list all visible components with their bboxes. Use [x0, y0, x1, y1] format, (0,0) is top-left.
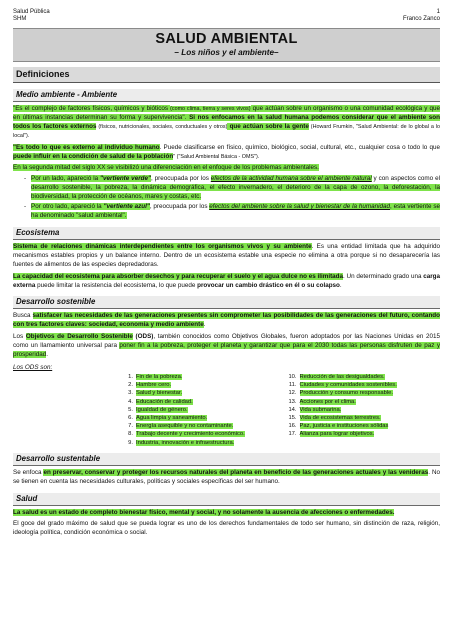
text-span: (ODS) — [132, 333, 154, 341]
text-span: provocar un cambio drástico en él o su colapso — [197, 281, 340, 289]
text-span: satisfacer las necesidades de las generaciones presentes sin comprometer las posibilidades de las generaciones del futuro, contando con tres factores claves: sociedad, economía y medio ambiente — [13, 312, 440, 329]
ods-label: Paz, justicia e instituciones sólidas — [299, 423, 389, 430]
ods-item — [285, 422, 441, 430]
ods-label: Trabajo decente y crecimiento económico. — [136, 431, 245, 438]
ods-item — [285, 398, 441, 406]
text-span: Busca — [13, 312, 33, 320]
ods-number: 9. — [128, 439, 133, 446]
text-span: (físicos, nutricionales, sociales, conductuales y otros) — [96, 123, 228, 130]
ods-item — [121, 439, 277, 447]
text-span: En la segunda mitad del siglo XX se visibilizó una diferenciación en el enfoque de los problemas ambientales. — [13, 164, 319, 172]
subheading-salud: Salud — [13, 493, 440, 506]
text-span: "vertiente azul" — [103, 203, 150, 211]
text-span: y con aspectos como el — [371, 175, 440, 183]
ods-label: Agua limpia y saneamiento. — [136, 414, 208, 421]
paragraph-sost-2 — [13, 333, 440, 360]
header-left — [13, 9, 50, 23]
ods-number: 2. — [128, 382, 133, 389]
text-span: "vertiente verde" — [100, 175, 151, 183]
text-span: Por otro lado, apareció la — [31, 203, 104, 211]
text-span: , preocupada por los — [150, 175, 211, 183]
text-span: . No se tienen en cuenta las necesidades culturales, políticas y sociales específicas del ser humano. — [13, 468, 440, 485]
text-span: , esta vertiente se ha denominado "salud ambiental". — [31, 203, 440, 219]
ods-number: 5. — [128, 406, 133, 413]
paragraph-salud-1 — [13, 509, 440, 518]
text-span: , preocupada por los — [149, 203, 210, 211]
ods-number: 1. — [128, 373, 133, 380]
ods-number: 15. — [288, 414, 297, 421]
ods-item — [285, 414, 441, 422]
text-span: "Es todo lo que es externo al individuo humano — [13, 143, 160, 151]
text-span: . — [203, 321, 206, 329]
paragraph-medio-1 — [13, 105, 440, 141]
ods-number: 7. — [128, 423, 133, 430]
ods-item — [285, 373, 441, 381]
subheading-medio-ambiente: Medio ambiente - Ambiente — [13, 89, 440, 102]
text-span: (Howard Frumkin, "Salud Ambiental: de lo global a lo local"). — [13, 123, 440, 139]
ods-number: 6. — [128, 414, 133, 421]
ods-list-heading: Los ODS son: — [13, 363, 53, 371]
ods-item — [285, 389, 441, 397]
text-span: " ("Salud Ambiental Básica - OMS"). — [173, 153, 260, 160]
ods-number: 16. — [288, 423, 297, 430]
text-span: que actúan sobre un organismo o una comunidad ecológica y que en últimas instancias determinan su forma y supervivencia". — [13, 105, 440, 121]
text-span: Objetivos de Desarrollo Sostenible — [25, 333, 133, 341]
header-code: SHM — [13, 16, 27, 22]
text-span: . — [46, 351, 49, 359]
ods-item — [121, 373, 277, 381]
ods-label: Igualdad de género. — [136, 406, 188, 413]
ods-label: Energía asequible y no contaminante. — [136, 423, 234, 430]
vertientes-list — [13, 175, 440, 221]
ods-label: Ciudades y comunidades sostenibles. — [299, 382, 397, 389]
ods-item — [121, 398, 277, 406]
ods-item — [121, 422, 277, 430]
ods-item — [285, 381, 441, 389]
list-item-vertiente-verde — [31, 175, 440, 202]
page-number: 1 — [436, 9, 440, 15]
ods-number: 11. — [288, 382, 297, 389]
ods-label: Salud y bienestar. — [136, 390, 183, 397]
text-span: . Un determinado grado una — [343, 272, 424, 280]
document-title: SALUD AMBIENTAL — [155, 31, 298, 47]
ods-number: 4. — [128, 398, 133, 405]
ods-label: Producción y consumo responsable. — [299, 390, 393, 397]
paragraph-sost-1 — [13, 312, 440, 330]
ods-item — [121, 406, 277, 414]
ods-number: 10. — [288, 373, 297, 380]
subheading-desarrollo-sustentable: Desarrollo sustentable — [13, 453, 440, 466]
ods-item — [285, 430, 441, 438]
page-header — [13, 0, 440, 23]
ods-item — [121, 389, 277, 397]
ods-list — [13, 373, 440, 447]
text-span: "Es el complejo de factores físicos, químicos y bióticos — [13, 105, 171, 112]
text-span: Los — [13, 333, 26, 341]
ods-item — [121, 430, 277, 438]
paragraph-medio-2 — [13, 144, 440, 162]
text-span: . — [339, 281, 342, 289]
text-span: en preservar, conservar y proteger los recursos naturales del planeta en beneficio de las generaciones actuales y las venideras — [43, 468, 429, 476]
paragraph-eco-2 — [13, 273, 440, 291]
ods-number: 14. — [288, 406, 297, 413]
text-span: Sistema de relaciones dinámicas interdependientes entre los organismos vivos y su ambiente — [13, 242, 312, 250]
paragraph-sust-1 — [13, 469, 440, 487]
text-span: Por un lado, apareció la — [31, 175, 101, 183]
ods-label: Reducción de las desigualdades. — [299, 373, 385, 380]
ods-label: Alianza para lograr objetivos. — [299, 431, 375, 438]
ods-number: 17. — [288, 431, 297, 438]
ods-item — [285, 406, 441, 414]
header-course: Salud Pública — [13, 9, 50, 15]
text-span: La salud es un estado de completo bienestar físico, mental y social, y no solamente la ausencia de afecciones o enfermedades. — [13, 508, 395, 516]
text-span: . Es una entidad limitada que ha adquirido mecanismos estables propios y un balance interno. Dentro de un ecosistema estable una especie no elimina a otra porque si no desaparecería las fuentes de alimentos de las especies depredadoras. — [13, 242, 441, 268]
paragraph-medio-3 — [13, 164, 440, 173]
text-span: . Puede clasificarse en físico, químico, biológico, social, cultural, etc., cualquier cosa o todo lo que — [159, 143, 440, 151]
text-span: Se enfoca — [13, 468, 44, 476]
ods-number: 3. — [128, 390, 133, 397]
subheading-desarrollo-sostenible: Desarrollo sostenible — [13, 296, 440, 309]
text-span: Si nos enfocamos en la salud humana podemos considerar que el ambiente son todos los factores externos — [13, 113, 440, 130]
title-banner — [13, 28, 440, 62]
ods-number: 12. — [288, 390, 297, 397]
text-span: carga externa — [13, 272, 441, 289]
text-span: efectos del ambiente sobre la salud y bienestar de la humanidad — [209, 203, 391, 211]
ods-label: Industria, innovación e infraestructura. — [136, 439, 235, 446]
text-span: poner fin a la pobreza, proteger el planeta y garantizar que para el 2030 todas las personas disfruten de paz y prosperidad — [13, 342, 440, 359]
ods-label: Educación de calidad. — [136, 398, 193, 405]
text-span: , la pobreza, la dinámica demográfica, el efecto invernadero, el deterioro de la capa de ozono, la deforestación, la biodiversidad, la protección de océanos, mares y costas, etc. — [31, 184, 440, 201]
list-item-vertiente-azul — [31, 203, 440, 221]
ods-column-right — [277, 373, 441, 447]
subheading-ecosistema: Ecosistema — [13, 227, 440, 240]
ods-number: 8. — [128, 431, 133, 438]
author-name: Franco Zanco — [402, 16, 440, 22]
ods-label: Fin de la pobreza. — [136, 373, 183, 380]
paragraph-eco-1 — [13, 243, 440, 270]
ods-item — [121, 381, 277, 389]
text-span: La capacidad del ecosistema para absorber desechos y para recuperar el suelo y el agua dulce no es ilimitada — [13, 272, 344, 280]
text-span: desarrollo sostenible — [31, 184, 91, 192]
text-span: puede influir en la condición de salud de la población — [13, 152, 174, 160]
text-span: (como clima, tierra y seres vivos) — [170, 106, 251, 112]
ods-label: Vida submarina. — [299, 406, 342, 413]
text-span: efectos de la actividad humana sobre el ambiente natural — [210, 175, 372, 183]
ods-label: Hambre cero. — [136, 382, 172, 389]
text-span: El goce del grado máximo de salud que se pueda lograr es uno de los derechos fundamentales de todo ser humano, sin distinción de raza, religión, ideología política, condición económica o social. — [13, 520, 440, 537]
paragraph-salud-2 — [13, 520, 440, 538]
text-span: , también conocidos como Objetivos Globales, fueron adoptados por las Naciones Unidas en 2015 como un llamamiento universal para — [13, 333, 441, 350]
ods-column-left — [13, 373, 277, 447]
section-heading-definiciones: Definiciones — [13, 67, 440, 83]
ods-label: Vida de ecosistemas terrestres. — [299, 414, 381, 421]
text-span: que actúan sobre la gente — [227, 122, 309, 130]
text-span: puede limitar la resistencia del ecosistema, lo que puede — [35, 281, 198, 289]
ods-label: Acciones por el clima. — [299, 398, 356, 405]
header-right — [403, 9, 440, 23]
ods-number: 13. — [288, 398, 297, 405]
ods-item — [121, 414, 277, 422]
document-subtitle: – Los niños y el ambiente– — [174, 48, 279, 57]
